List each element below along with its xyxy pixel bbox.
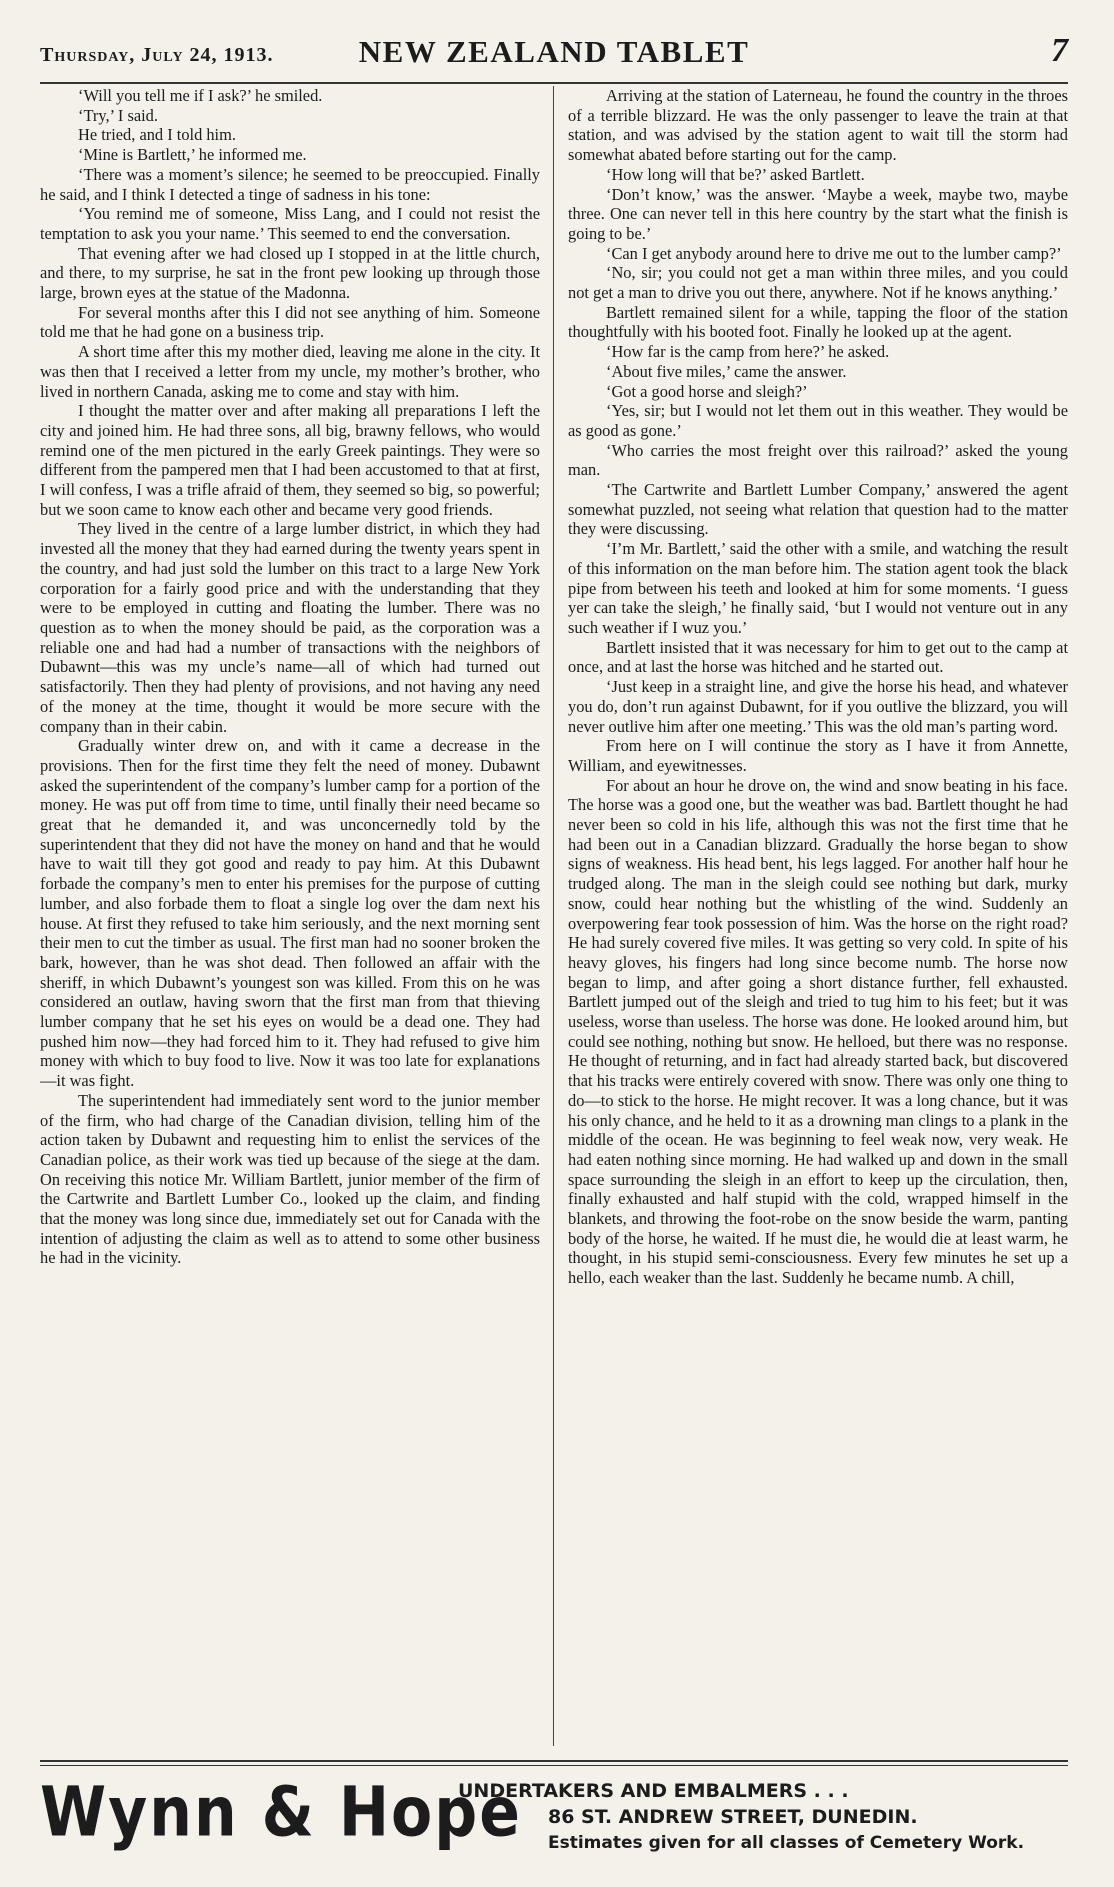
paragraph: ‘There was a moment’s silence; he seemed to be preoccupied. Finally he said, and I think I detected a tinge of sadness in his tone:: [40, 164, 540, 204]
paragraph: Bartlett remained silent for a while, tapping the floor of the station thoughtfully with his booted foot. Finally he looked up at the agent.: [568, 302, 1068, 342]
paragraph: Gradually winter drew on, and with it came a decrease in the provisions. Then for the first time they felt the need of money. Dubawnt asked the superintendent of the company’s lumber camp for a portion of the money. He was put off from time to time, until finally their need became so great that he demanded it, and was unconcernedly told by the superintendent that they did not have the money on hand and that he would have to wait till they got good and ready to pay him. At this Dubawnt forbade the company’s men to enter his premises for the purpose of cutting lumber, and also forbade them to float a single log over the dam next his house. At first they refused to take him seriously, and the next morning sent their men to cut the timber as usual. The first man had no sooner broken the bark, however, than he was shot dead. Then followed an affair with the sheriff, in which Dubawnt’s youngest son was killed. From this on he was considered an outlaw, having sworn that the first man from that thieving lumber company that he set his eyes on would be a dead one. They had pushed him now—they had forced him to it. They had refused to give him money with which to buy food to live. Now it was too late for explanations—it was fight.: [40, 736, 540, 1091]
advertisement-details: [458, 1778, 1024, 1856]
paragraph: ‘How long will that be?’ asked Bartlett.: [606, 164, 865, 184]
column-divider: [553, 86, 554, 1746]
masthead: [40, 28, 1068, 84]
paragraph: A short time after this my mother died, leaving me alone in the city. It was then that I received a letter from my uncle, my mother’s brother, who lived in northern Canada, asking me to come and stay with him.: [40, 342, 540, 401]
right-column: [568, 86, 1068, 1746]
advertiser-name: Wynn & Hope: [40, 1772, 522, 1853]
paragraph: Bartlett insisted that it was necessary for him to get out to the camp at once, and at last the horse was hitched and he started out.: [568, 637, 1068, 677]
paragraph: ‘Got a good horse and sleigh?’: [606, 381, 808, 401]
paragraph: The superintendent had immediately sent word to the junior member of the firm, who had charge of the Canadian division, telling him of the action taken by Dubawnt and requesting him to enlist the services of the Canadian police, as their work was tied up because of the siege at the dam. On receiving this notice Mr. William Bartlett, junior member of the firm of the Cartwrite and Bartlett Lumber Co., looked up the claim, and finding that the money was long since due, immediately set out for Canada with the intention of adjusting the claim as well as to attend to some other business he had in the vicinity.: [40, 1090, 540, 1268]
ad-note: Estimates given for all classes of Cemetery Work.: [548, 1833, 1025, 1853]
ad-services: UNDERTAKERS AND EMBALMERS . . .: [458, 1780, 849, 1802]
paragraph: For several months after this I did not see anything of him. Someone told me that he had gone on a business trip.: [40, 302, 540, 342]
paragraph: That evening after we had closed up I stopped in at the little church, and there, to my surprise, he sat in the front pew looking up through those large, brown eyes at the statue of the Madonna.: [40, 243, 540, 303]
paragraph: For about an hour he drove on, the wind and snow beating in his face. The horse was a good one, but the weather was bad. Bartlett thought he had never been so cold in his life, although this was not the first time that he had been out in a Canadian blizzard. Gradually the horse began to show signs of weakness. His head bent, his legs lagged. For another half hour he trudged along. The man in the sleigh could see nothing but dark, murky snow, could hear nothing but the whistling of the wind. Suddenly an overpowering fear took possession of him. Was the horse on the right road? He had surely covered five miles. It was getting so very cold. In spite of his heavy gloves, his fingers had long since become numb. The horse now began to limp, and after going a short distance further, fell exhausted. Bartlett jumped out of the sleigh and tried to tug him to his feet; but it was useless, worse than useless. The horse was done. He looked around him, but could see nothing, nothing but snow. He helloed, but there was no response. He thought of returning, and in fact had already started back, but discovered that his tracks were entirely covered with snow. There was only one thing to do—to stick to the horse. He might recover. It was a long chance, but it was his only chance, and he held to it as a drowning man clings to a plank in the middle of the ocean. He was beginning to feel weak now, very weak. He had eaten nothing since morning. He had walked up and down in the small space surrounding the sleigh in an effort to keep up the circulation, then, finally exhausted and half stupid with the cold, wrapped himself in the blankets, and throwing the foot-robe on the snow beside the warm, panting body of the horse, he waited. If he must die, he would die at least warm, he thought, in his stupid semi-consciousness. Every few minutes he set up a hello, each weaker than the last. Suddenly he became numb. A chill,: [568, 775, 1068, 1288]
paragraph: ‘How far is the camp from here?’ he asked.: [606, 342, 890, 362]
paragraph: ‘Try,’ I said.: [78, 105, 158, 125]
paragraph: ‘Will you tell me if I ask?’ he smiled.: [78, 86, 323, 105]
paragraph: ‘The Cartwrite and Bartlett Lumber Company,’ answered the agent somewhat puzzled, not seeing what relation that question had to the matter they were discussing.: [568, 480, 1068, 539]
paragraph: ‘Mine is Bartlett,’ he informed me.: [78, 145, 307, 165]
paragraph: ‘No, sir; you could not get a man within three miles, and you could not get a man to drive you out there, anywhere. Not if he knows anything.’: [568, 263, 1068, 303]
paragraph: He tried, and I told him.: [78, 125, 236, 145]
paragraph: ‘Don’t know,’ was the answer. ‘Maybe a week, maybe two, maybe three. One can never tell in this here country by the start what the finish is going to be.’: [568, 184, 1068, 243]
paragraph: ‘About five miles,’ came the answer.: [606, 361, 847, 381]
newspaper-title: NEW ZEALAND TABLET: [358, 34, 750, 69]
paragraph: I thought the matter over and after making all preparations I left the city and joined him. He had three sons, all big, brawny fellows, who would remind one of the men pictured in the early Greek paintings. They were so different from the pampered men that I had been accustomed to that at first, I will confess, I was a trifle afraid of them, they seemed so big, so powerful; but we soon came to know each other and became very good friends.: [40, 401, 540, 519]
page-number: 7: [1051, 32, 1068, 69]
ad-address: 86 ST. ANDREW STREET, DUNEDIN.: [548, 1806, 918, 1828]
paragraph: Arriving at the station of Laterneau, he found the country in the throes of a terrible blizzard. He was the only passenger to leave the train at that station, and was advised by the station agent to wait till the storm had somewhat abated before starting out for the camp.: [568, 86, 1068, 165]
issue-date: Thursday, July 24, 1913.: [40, 44, 274, 66]
paragraph: They lived in the centre of a large lumber district, in which they had invested all the money that they had earned during the twenty years spent in the country, and had just sold the lumber on this tract to a large New York corporation for a fairly good price and with the understanding that they were to be employed in cutting and floating the lumber. There was no question as to when the money should be paid, as the corporation was a reliable one and had had a number of transactions with the neighbors of Dubawnt—this was my uncle’s name—all of which had turned out satisfactorily. Then they had plenty of provisions, and not having any need of the money at the time, thought it would be more secure with the company than in their cabin.: [40, 519, 540, 736]
left-column: [40, 86, 540, 1746]
advertisement: [40, 1772, 1068, 1868]
paragraph: ‘Just keep in a straight line, and give the horse his head, and whatever you do, don’t run against Dubawnt, for if you outlive the blizzard, you will never outlive him after one meeting.’ This was the old man’s parting word.: [568, 677, 1068, 736]
footer-divider: [40, 1760, 1068, 1766]
paragraph: ‘You remind me of someone, Miss Lang, and I could not resist the temptation to ask you your name.’ This seemed to end the conversation.: [40, 204, 540, 243]
paragraph: ‘I’m Mr. Bartlett,’ said the other with a smile, and watching the result of this information on the man before him. The station agent took the black pipe from between his teeth and looked at him for some moments. ‘I guess yer can take the sleigh,’ he finally said, ‘but I would not venture out in any such weather if I wuz you.’: [568, 539, 1068, 637]
paragraph: From here on I will continue the story as I have it from Annette, William, and eyewitnesses.: [568, 736, 1068, 775]
paragraph: ‘Yes, sir; but I would not let them out in this weather. They would be as good as gone.’: [568, 401, 1068, 440]
article-columns: [40, 86, 1068, 1746]
paragraph: ‘Can I get anybody around here to drive me out to the lumber camp?’: [606, 243, 1062, 263]
paragraph: ‘Who carries the most freight over this railroad?’ asked the young man.: [568, 440, 1068, 480]
